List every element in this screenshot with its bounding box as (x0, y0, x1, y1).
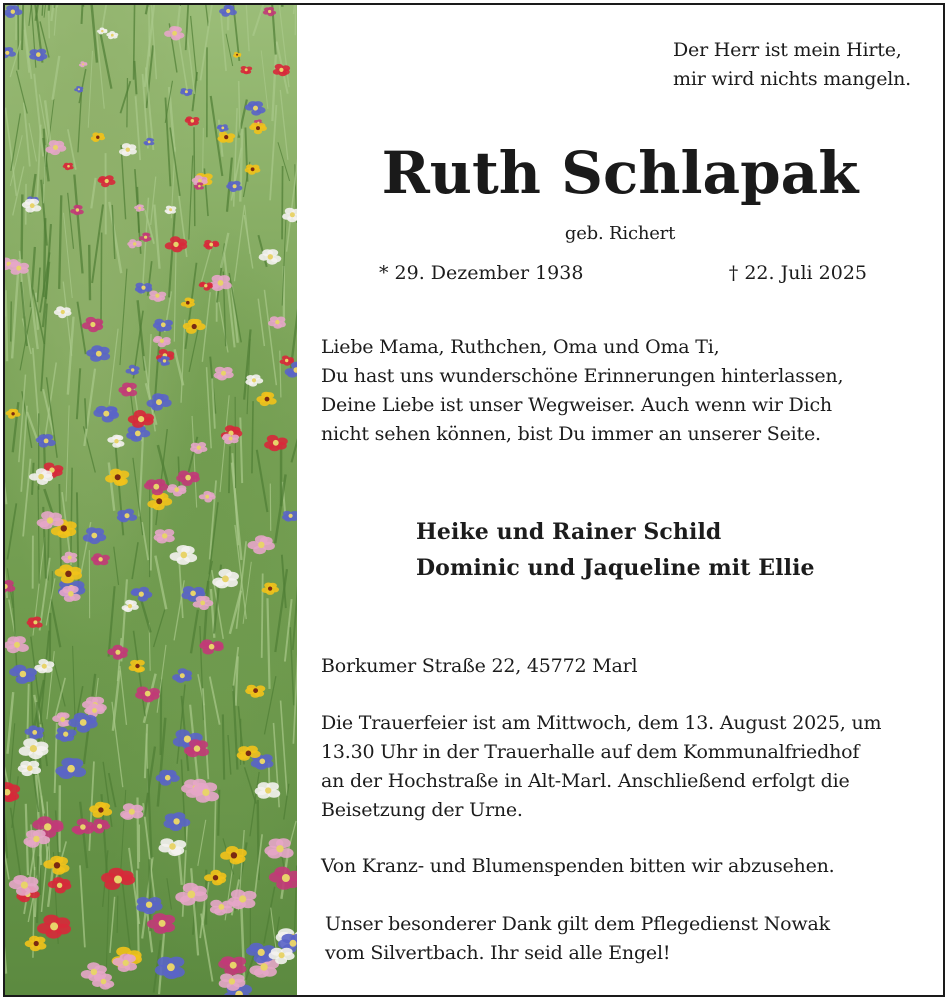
grass-blade (180, 5, 187, 6)
flower (172, 668, 192, 683)
grass-blade (109, 586, 115, 656)
grass-blade (239, 81, 240, 136)
grass-blade (120, 269, 127, 365)
bible-verse (673, 36, 911, 94)
grass-blade (161, 679, 162, 755)
flower (136, 897, 162, 914)
flower (199, 491, 216, 503)
grass-blade (245, 767, 257, 803)
grass-blade (110, 897, 115, 953)
grass-blade (127, 78, 128, 127)
flower (181, 298, 195, 308)
grass-blade (57, 5, 63, 8)
grass-blade (73, 646, 75, 720)
thanks-line: Unser besonderer Dank gilt dem Pflegedienst Nowak (325, 913, 830, 935)
grass-blade (5, 453, 6, 504)
grass-blade (109, 329, 118, 405)
grass-blade (17, 71, 28, 114)
grass-blade (80, 802, 87, 868)
grass-blade (90, 5, 97, 63)
grass-blade (189, 156, 193, 240)
flower (55, 758, 86, 779)
grass-blade (134, 61, 136, 94)
flower (25, 936, 47, 952)
message-line: Du hast uns wunderschöne Erinnerungen hinterlassen, (321, 365, 844, 387)
grass-blade (264, 887, 275, 944)
grass-blade (7, 503, 16, 559)
service-line: an der Hochstraße in Alt-Marl. Anschließend erfolgt die (321, 770, 850, 792)
flower (79, 61, 88, 67)
flower (147, 492, 172, 510)
grass-blade (203, 128, 204, 172)
flower (159, 838, 187, 856)
grass-blade (89, 245, 90, 300)
flower (129, 660, 145, 673)
flower (183, 319, 206, 334)
birth-name: geb. Richert (564, 223, 676, 244)
grass-blade (278, 142, 290, 181)
grass-blade (7, 692, 13, 754)
grass-blade (170, 127, 180, 195)
grass-blade (114, 547, 119, 585)
flower (282, 208, 297, 223)
flower (74, 86, 83, 93)
grass-blade (132, 542, 138, 579)
grass-blade (280, 90, 288, 160)
flower (86, 345, 110, 362)
grass-blade (165, 98, 170, 187)
grass-blade (63, 282, 71, 356)
grass-blade (221, 13, 226, 71)
grass-blade (85, 398, 87, 428)
grass-blade (151, 507, 152, 571)
grass-blade (240, 129, 242, 202)
flowers-note: Von Kranz- und Blumenspenden bitten wir abzusehen. (321, 855, 835, 877)
grass-blade (106, 886, 109, 973)
flower (153, 336, 171, 347)
flower (175, 883, 207, 906)
message-line: Liebe Mama, Ruthchen, Oma und Oma Ti, (321, 336, 720, 358)
grass-blade (167, 878, 172, 909)
grass-blade (252, 401, 253, 473)
grass-blade (120, 81, 130, 113)
flower (63, 163, 74, 171)
grass-blade (253, 5, 263, 36)
flower (255, 782, 280, 799)
grass-blade (175, 349, 184, 385)
grass-blade (181, 320, 185, 403)
flower (135, 687, 160, 703)
grass-blade (82, 5, 86, 24)
flower (170, 545, 197, 565)
flower (256, 392, 276, 406)
verse-line: Der Herr ist mein Hirte, (673, 39, 902, 61)
grass-blade (223, 714, 224, 779)
flower (269, 867, 297, 890)
grass-blade (109, 773, 116, 807)
thanks-line: vom Silvertbach. Ihr seid alle Engel! (325, 942, 671, 964)
flower (210, 900, 233, 916)
grass-blade (134, 631, 146, 717)
grass-blade (240, 417, 242, 483)
grass-blade (207, 367, 212, 448)
grass-blade (23, 459, 30, 537)
grass-blade (262, 574, 263, 658)
obituary-notice (3, 3, 945, 997)
grass-blade (148, 334, 151, 389)
grass-blade (192, 416, 197, 508)
flower (5, 5, 23, 18)
mourner-line: Heike und Rainer Schild (416, 519, 722, 545)
flower (167, 484, 187, 496)
grass-blade (181, 759, 186, 850)
flower (97, 28, 107, 35)
flower (180, 88, 193, 96)
grass-blade (203, 688, 208, 779)
flower (34, 659, 54, 673)
flower (212, 569, 239, 589)
grass-blade (77, 368, 80, 419)
flower (199, 282, 213, 291)
grass-blade (10, 41, 21, 78)
grass-blade (74, 175, 82, 274)
grass-blade (44, 218, 45, 297)
flower (128, 410, 154, 428)
meadow-illustration (5, 5, 297, 995)
flower (120, 803, 143, 820)
grass-blade (226, 34, 233, 66)
grass-blade (228, 735, 231, 775)
flower (22, 199, 42, 213)
grass-blade (54, 5, 61, 36)
grass-blade (29, 123, 36, 161)
grass-blade (191, 868, 198, 955)
grass-blade (245, 206, 250, 254)
grass-blade (142, 522, 148, 560)
flower (191, 782, 220, 802)
grass-blade (244, 5, 249, 51)
flower (245, 101, 266, 116)
grass-blade (109, 202, 121, 273)
grass-blade (34, 74, 43, 157)
grass-blade (275, 569, 287, 652)
flower (126, 365, 140, 375)
grass-blade (234, 205, 244, 281)
grass-blade (212, 378, 215, 428)
address: Borkumer Straße 22, 45772 Marl (321, 655, 638, 677)
flower (149, 291, 166, 302)
grass-blade (198, 820, 206, 866)
flower (131, 587, 153, 602)
flower (262, 583, 279, 595)
flower (61, 552, 77, 564)
flower (245, 685, 265, 698)
service-line: Die Trauerfeier ist am Mittwoch, dem 13. August 2025, um (321, 712, 882, 734)
flower (164, 26, 184, 40)
grass-blade (38, 486, 39, 583)
flower (92, 974, 114, 990)
grass-blade (55, 723, 57, 793)
grass-blade (154, 205, 159, 269)
grass-blade (50, 613, 51, 668)
birth-date: * 29. Dezember 1938 (379, 262, 584, 284)
verse-line: mir wird nichts mangeln. (673, 68, 911, 90)
grass-blade (6, 290, 7, 361)
deceased-name: Ruth Schlapak (381, 139, 859, 207)
flower (106, 31, 118, 39)
flower (91, 132, 105, 142)
grass-blade (11, 301, 12, 341)
flower (91, 553, 110, 565)
grass-blade (154, 610, 165, 647)
grass-blade (191, 610, 198, 654)
flower (29, 49, 47, 62)
mourner-line: Dominic und Jaqueline mit Ellie (416, 555, 815, 581)
flower (204, 870, 227, 886)
grass-blade (214, 800, 216, 870)
grass-blade (243, 562, 251, 624)
flower (9, 665, 37, 684)
flower (83, 527, 106, 544)
flower (248, 535, 275, 554)
grass-blade (79, 69, 86, 103)
farewell-message (321, 333, 843, 449)
death-date: † 22. Juli 2025 (728, 262, 867, 284)
grass-blade (101, 233, 102, 327)
mourners (416, 514, 815, 586)
grass-blade (21, 282, 27, 346)
grass-blade (282, 166, 283, 239)
flower (155, 957, 185, 979)
flower (154, 529, 175, 544)
grass-blade (88, 51, 92, 128)
grass-blade (51, 599, 60, 647)
grass-blade (257, 450, 268, 512)
service-line: 13.30 Uhr in der Trauerhalle auf dem Kommunalfriedhof (321, 741, 860, 763)
flower (107, 435, 124, 448)
flower (70, 205, 84, 215)
flower (93, 406, 119, 423)
flower (268, 316, 286, 329)
flower (165, 206, 177, 215)
grass-blade (55, 678, 65, 716)
flower (217, 132, 235, 143)
grass-blade (155, 556, 166, 610)
flower (82, 317, 103, 332)
flower (5, 580, 15, 593)
message-line: nicht sehen können, bist Du immer an unserer Seite. (321, 423, 821, 445)
grass-blade (278, 5, 282, 7)
thanks-note (325, 910, 830, 968)
grass-blade (288, 821, 296, 851)
notice-text-panel (297, 5, 943, 995)
grass-blade (59, 195, 61, 289)
flower (122, 600, 139, 612)
flower (52, 712, 71, 727)
flower (144, 479, 169, 495)
flower (18, 761, 41, 776)
flower (217, 124, 229, 132)
flower (98, 175, 116, 187)
grass-blade (117, 896, 118, 933)
wildflower-meadow-image (5, 5, 297, 995)
grass-blade (68, 193, 74, 249)
grass-blade (53, 56, 60, 100)
grass-blade (11, 808, 22, 885)
flower (218, 956, 246, 975)
grass-blade (5, 900, 6, 974)
flower (282, 511, 297, 522)
grass-blade (197, 5, 208, 26)
grass-blade (91, 178, 95, 208)
grass-blade (120, 666, 127, 725)
flower (263, 7, 276, 16)
grass-blade (80, 865, 85, 947)
flower (153, 319, 173, 332)
flower (199, 639, 223, 654)
grass-blade (66, 405, 69, 501)
grass-blade (267, 598, 269, 689)
flower (5, 782, 20, 802)
grass-blade (258, 299, 264, 346)
flower (117, 509, 137, 523)
flower (240, 66, 252, 74)
grass-blade (229, 446, 230, 493)
grass-blade (295, 5, 296, 35)
grass-blade (210, 677, 220, 725)
service-line: Beisetzung der Urne. (321, 799, 523, 821)
grass-blade (280, 351, 281, 398)
message-line: Deine Liebe ist unser Wegweiser. Auch wenn wir Dich (321, 394, 832, 416)
flower (185, 116, 200, 126)
flower (249, 123, 267, 135)
grass-blade (103, 762, 112, 827)
grass-blade (281, 701, 288, 796)
grass-blade (112, 702, 123, 787)
grass-blade (121, 790, 126, 871)
flower (5, 636, 29, 653)
grass-blade (37, 268, 40, 303)
grass-blade (174, 251, 176, 341)
flower (5, 47, 16, 58)
flower (209, 275, 232, 291)
flower (139, 233, 151, 242)
grass-blade (169, 211, 175, 298)
grass-blade (54, 5, 66, 8)
flower (273, 64, 290, 76)
grass-blade (71, 468, 72, 561)
grass-blade (264, 290, 276, 385)
flower (203, 240, 219, 250)
grass-blade (219, 302, 228, 353)
funeral-service-info (321, 709, 881, 825)
flower (54, 306, 72, 318)
flower (55, 727, 76, 742)
flower (233, 52, 241, 58)
grass-blade (200, 626, 204, 720)
flower (37, 915, 71, 939)
flower (134, 204, 145, 212)
grass-blade (261, 50, 268, 108)
flower (214, 367, 234, 381)
grass-blade (141, 600, 150, 632)
flower (264, 435, 288, 451)
grass-blade (194, 127, 195, 226)
